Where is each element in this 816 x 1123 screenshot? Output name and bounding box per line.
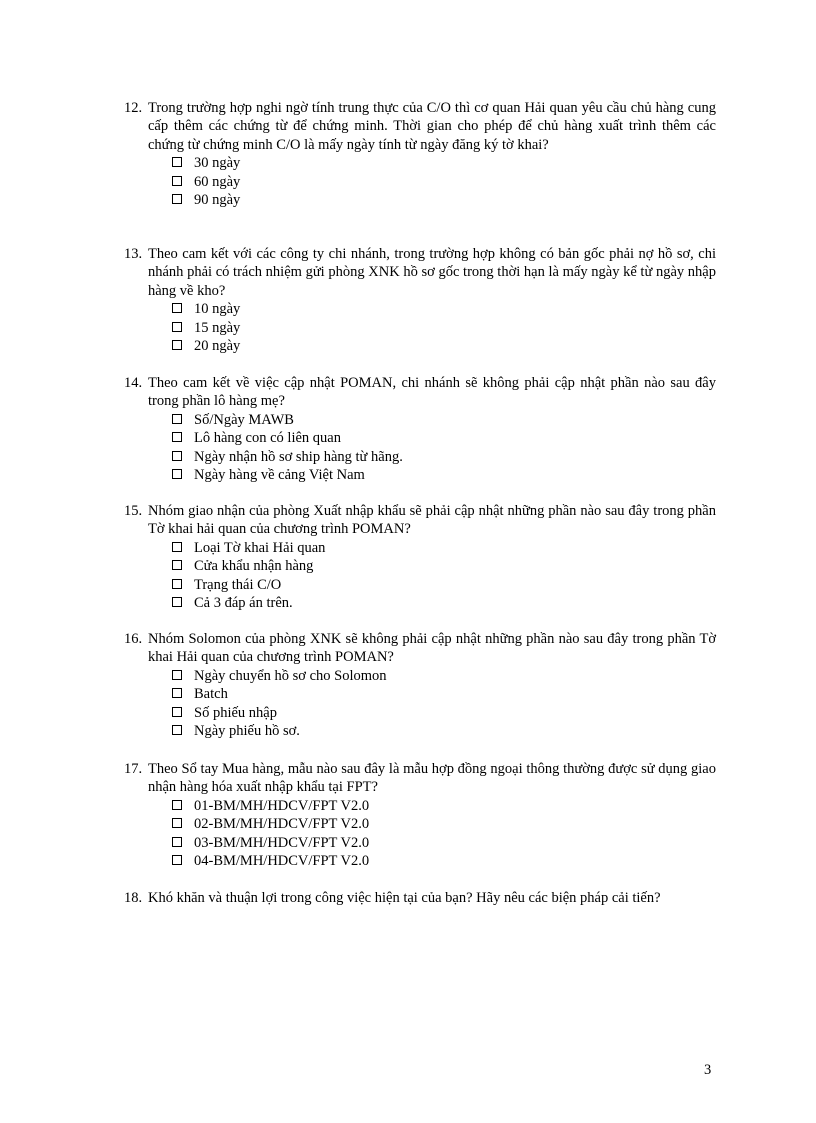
option-label: 03-BM/MH/HDCV/FPT V2.0 (194, 834, 370, 851)
question-14 (124, 374, 716, 484)
question-text: Theo Sổ tay Mua hàng, mẫu nào sau đây là mẫu hợp đồng ngoại thông thường được sử dụng giao nhận hàng hóa xuất nhập khẩu tại FPT? (148, 761, 716, 796)
checkbox-icon[interactable] (172, 855, 182, 865)
checkbox-icon[interactable] (172, 432, 182, 442)
checkbox-icon[interactable] (172, 579, 182, 589)
option-label: Số phiếu nhập (194, 704, 277, 721)
option-label: Cửa khẩu nhận hàng (194, 558, 314, 575)
option-item[interactable] (172, 466, 716, 484)
checkbox-icon[interactable] (172, 303, 182, 313)
question-number: 18. (124, 890, 143, 906)
checkbox-icon[interactable] (172, 194, 182, 204)
checkbox-icon[interactable] (172, 670, 182, 680)
option-label: 02-BM/MH/HDCV/FPT V2.0 (194, 816, 370, 833)
question-text: Nhóm Solomon của phòng XNK sẽ không phải cập nhật những phần nào sau đây trong phần Tờ khai Hải quan của chương trình POMAN? (148, 631, 716, 666)
question-17 (124, 760, 716, 870)
question-text: Nhóm giao nhận của phòng Xuất nhập khẩu sẽ phải cập nhật những phần nào sau đây trong phần Tờ khai hải quan của chương trình POMAN? (148, 503, 716, 538)
question-text: Theo cam kết với các công ty chi nhánh, trong trường hợp không có bản gốc phải nợ hồ sơ, chi nhánh phải có trách nhiệm gửi phòng XNK hồ sơ gốc trong thời hạn là mấy ngày kể từ ngày nhập hàng về kho? (148, 246, 716, 299)
option-label: Trạng thái C/O (194, 576, 282, 593)
checkbox-icon[interactable] (172, 837, 182, 847)
option-item[interactable] (172, 852, 716, 870)
option-label: 10 ngày (194, 301, 241, 318)
option-item[interactable] (172, 191, 716, 209)
option-label: 30 ngày (194, 155, 241, 172)
option-label: Ngày nhận hồ sơ ship hàng từ hãng. (194, 448, 403, 465)
checkbox-icon[interactable] (172, 725, 182, 735)
option-label: Loại Tờ khai Hải quan (194, 539, 326, 556)
option-label: 04-BM/MH/HDCV/FPT V2.0 (194, 852, 370, 869)
checkbox-icon[interactable] (172, 414, 182, 424)
question-18 (124, 889, 716, 907)
question-number: 15. (124, 503, 143, 519)
option-label: Batch (194, 686, 228, 703)
option-item[interactable] (172, 685, 716, 703)
question-15 (124, 502, 716, 612)
checkbox-icon[interactable] (172, 340, 182, 350)
option-label: 60 ngày (194, 173, 241, 190)
question-16 (124, 630, 716, 740)
question-number: 17. (124, 761, 143, 777)
option-item[interactable] (172, 539, 716, 557)
question-12 (124, 99, 716, 209)
option-item[interactable] (172, 594, 716, 612)
question-text: Theo cam kết về việc cập nhật POMAN, chi nhánh sẽ không phải cập nhật phần nào sau đây trong phần lô hàng mẹ? (148, 375, 716, 410)
option-label: Ngày hàng về cảng Việt Nam (194, 466, 365, 483)
option-item[interactable] (172, 154, 716, 172)
question-number: 12. (124, 100, 143, 116)
option-item[interactable] (172, 667, 716, 685)
question-number: 14. (124, 375, 143, 391)
option-item[interactable] (172, 300, 716, 318)
question-number: 13. (124, 246, 143, 262)
option-item[interactable] (172, 815, 716, 833)
option-item[interactable] (172, 797, 716, 815)
option-label: 90 ngày (194, 192, 241, 208)
option-label: Lô hàng con có liên quan (194, 430, 341, 447)
option-label: Ngày phiếu hồ sơ. (194, 722, 300, 739)
checkbox-icon[interactable] (172, 157, 182, 167)
checkbox-icon[interactable] (172, 800, 182, 810)
checkbox-icon[interactable] (172, 597, 182, 607)
checkbox-icon[interactable] (172, 707, 182, 717)
option-item[interactable] (172, 337, 716, 355)
option-label: Cả 3 đáp án trên. (194, 594, 293, 611)
page-number: 3 (704, 1062, 712, 1078)
question-number: 16. (124, 631, 143, 647)
option-item[interactable] (172, 557, 716, 575)
checkbox-icon[interactable] (172, 818, 182, 828)
option-item[interactable] (172, 834, 716, 852)
option-item[interactable] (172, 722, 716, 740)
question-text: Khó khăn và thuận lợi trong công việc hiện tại của bạn? Hãy nêu các biện pháp cải tiến? (148, 890, 661, 906)
option-label: Ngày chuyển hồ sơ cho Solomon (194, 667, 387, 684)
option-item[interactable] (172, 173, 716, 191)
question-text: Trong trường hợp nghi ngờ tính trung thực của C/O thì cơ quan Hải quan yêu cầu chủ hàng cung cấp thêm các chứng từ để chứng minh. Thời gian cho phép để chủ hàng xuất trình thêm các chứng từ chứng minh C/O là mấy ngày tính từ ngày đăng ký tờ khai? (148, 100, 716, 153)
checkbox-icon[interactable] (172, 542, 182, 552)
question-13 (124, 245, 716, 355)
checkbox-icon[interactable] (172, 560, 182, 570)
checkbox-icon[interactable] (172, 451, 182, 461)
option-item[interactable] (172, 448, 716, 466)
checkbox-icon[interactable] (172, 176, 182, 186)
option-label: Số/Ngày MAWB (194, 411, 294, 428)
option-item[interactable] (172, 411, 716, 429)
option-item[interactable] (172, 704, 716, 722)
checkbox-icon[interactable] (172, 688, 182, 698)
checkbox-icon[interactable] (172, 469, 182, 479)
option-label: 01-BM/MH/HDCV/FPT V2.0 (194, 797, 370, 814)
option-label: 15 ngày (194, 319, 241, 336)
option-item[interactable] (172, 429, 716, 447)
option-item[interactable] (172, 319, 716, 337)
option-label: 20 ngày (194, 338, 241, 354)
checkbox-icon[interactable] (172, 322, 182, 332)
option-item[interactable] (172, 576, 716, 594)
